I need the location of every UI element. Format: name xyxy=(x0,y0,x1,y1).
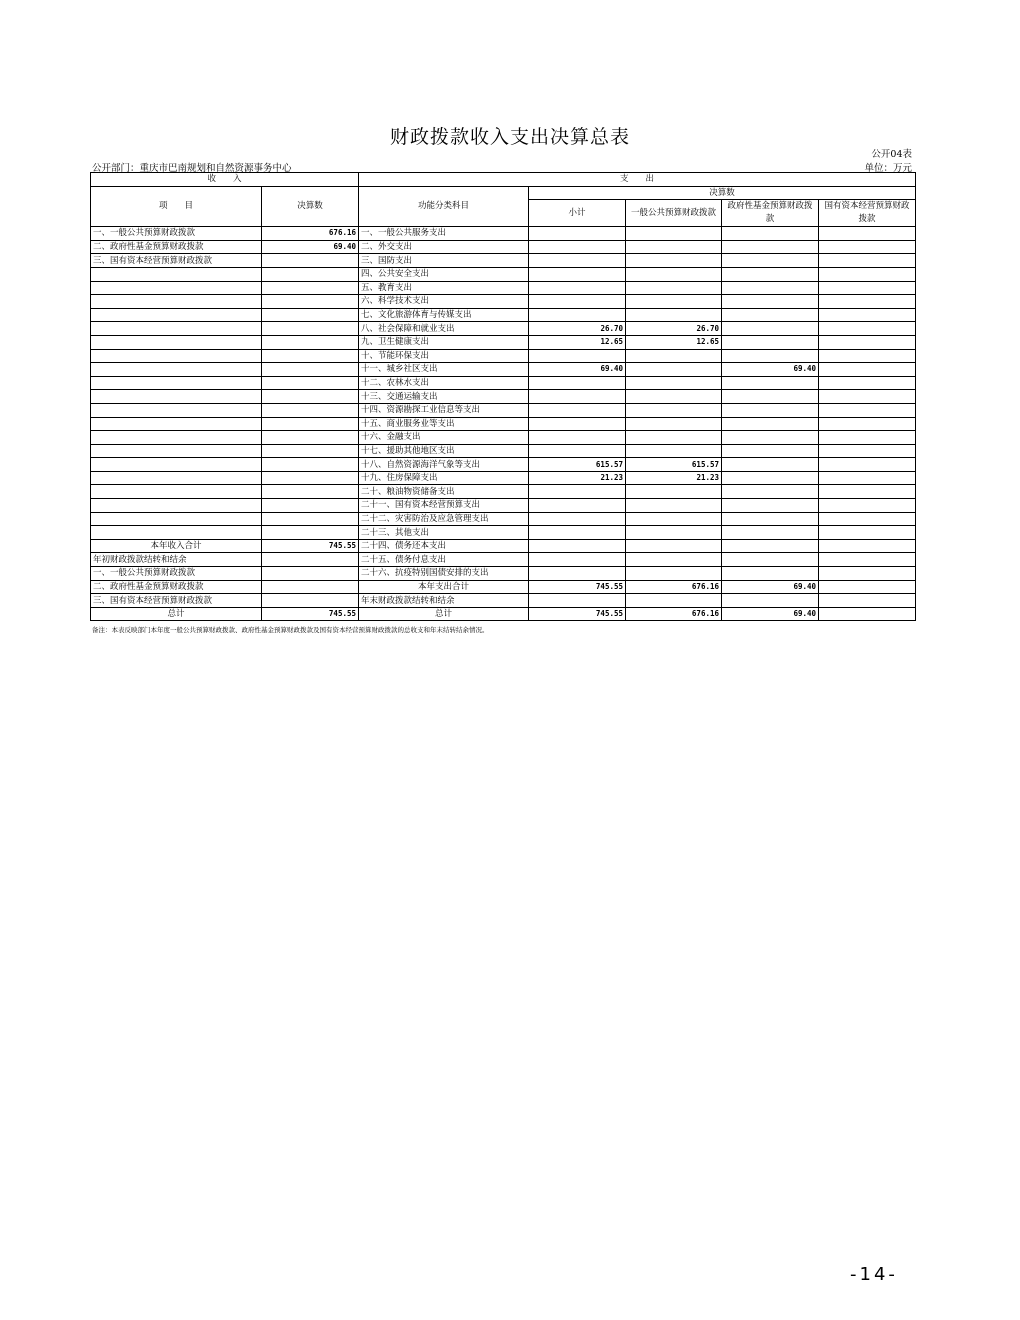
function-category-cell: 六、科学技术支出 xyxy=(359,295,529,309)
general-budget-cell: 615.57 xyxy=(626,458,722,472)
income-amount-cell xyxy=(262,594,359,608)
income-amount-cell: 745.55 xyxy=(262,539,359,553)
general-budget-cell xyxy=(626,267,722,281)
function-category-cell: 二十五、债务付息支出 xyxy=(359,553,529,567)
subtotal-cell xyxy=(529,594,626,608)
function-category-cell: 九、卫生健康支出 xyxy=(359,335,529,349)
state-capital-cell xyxy=(819,567,916,581)
general-budget-cell: 26.70 xyxy=(626,322,722,336)
function-category-cell: 本年支出合计 xyxy=(359,580,529,594)
expense-header: 支 出 xyxy=(359,173,916,187)
function-category-cell: 总计 xyxy=(359,607,529,621)
income-amount-cell xyxy=(262,458,359,472)
income-amount-cell xyxy=(262,431,359,445)
state-capital-header: 国有资本经营预算财政拨款 xyxy=(819,200,916,227)
table-row xyxy=(91,295,916,309)
table-row xyxy=(91,267,916,281)
income-amount-cell xyxy=(262,363,359,377)
subtotal-cell: 745.55 xyxy=(529,580,626,594)
gov-fund-cell: 69.40 xyxy=(722,607,819,621)
unit-label: 单位：万元 xyxy=(864,163,912,174)
gov-fund-header: 政府性基金预算财政拨款 xyxy=(722,200,819,227)
income-item-cell xyxy=(91,390,262,404)
table-row xyxy=(91,458,916,472)
general-budget-cell xyxy=(626,240,722,254)
income-item-cell xyxy=(91,403,262,417)
income-amount-cell xyxy=(262,335,359,349)
general-budget-cell xyxy=(626,308,722,322)
function-category-cell: 二十、粮油物资储备支出 xyxy=(359,485,529,499)
general-budget-cell xyxy=(626,403,722,417)
income-amount-cell: 69.40 xyxy=(262,240,359,254)
gov-fund-cell: 69.40 xyxy=(722,580,819,594)
table-row xyxy=(91,526,916,540)
income-amount-cell xyxy=(262,349,359,363)
table-row xyxy=(91,227,916,241)
table-row xyxy=(91,594,916,608)
income-item-cell xyxy=(91,363,262,377)
income-amount-cell xyxy=(262,267,359,281)
state-capital-cell xyxy=(819,417,916,431)
table-row xyxy=(91,580,916,594)
function-category-cell: 二十一、国有资本经营预算支出 xyxy=(359,499,529,513)
state-capital-cell xyxy=(819,363,916,377)
state-capital-cell xyxy=(819,539,916,553)
table-row xyxy=(91,444,916,458)
function-category-cell: 八、社会保障和就业支出 xyxy=(359,322,529,336)
general-budget-cell xyxy=(626,376,722,390)
state-capital-cell xyxy=(819,444,916,458)
gov-fund-cell: 69.40 xyxy=(722,363,819,377)
state-capital-cell xyxy=(819,607,916,621)
gov-fund-cell xyxy=(722,458,819,472)
subtotal-cell xyxy=(529,349,626,363)
state-capital-cell xyxy=(819,403,916,417)
income-amount-cell xyxy=(262,403,359,417)
income-item-cell xyxy=(91,335,262,349)
income-amount-cell xyxy=(262,390,359,404)
income-item-cell xyxy=(91,267,262,281)
table-row xyxy=(91,471,916,485)
gov-fund-cell xyxy=(722,403,819,417)
subtotal-cell xyxy=(529,295,626,309)
function-category-cell: 十二、农林水支出 xyxy=(359,376,529,390)
function-category-cell: 二十三、其他支出 xyxy=(359,526,529,540)
function-category-cell: 十六、金融支出 xyxy=(359,431,529,445)
general-budget-cell xyxy=(626,254,722,268)
function-category-cell: 三、国防支出 xyxy=(359,254,529,268)
income-item-cell: 本年收入合计 xyxy=(91,539,262,553)
subtotal-cell xyxy=(529,240,626,254)
function-category-header: 功能分类科目 xyxy=(359,186,529,227)
subtotal-cell xyxy=(529,567,626,581)
subtotal-cell xyxy=(529,553,626,567)
subtotal-cell xyxy=(529,539,626,553)
income-amount-cell xyxy=(262,295,359,309)
subtotal-cell xyxy=(529,308,626,322)
state-capital-cell xyxy=(819,390,916,404)
gov-fund-cell xyxy=(722,322,819,336)
gov-fund-cell xyxy=(722,539,819,553)
subtotal-header: 小计 xyxy=(529,200,626,227)
general-budget-cell xyxy=(626,553,722,567)
subtotal-cell xyxy=(529,417,626,431)
gov-fund-cell xyxy=(722,240,819,254)
function-category-cell: 二、外交支出 xyxy=(359,240,529,254)
income-item-cell xyxy=(91,458,262,472)
gov-fund-cell xyxy=(722,431,819,445)
table-row xyxy=(91,485,916,499)
state-capital-cell xyxy=(819,295,916,309)
general-budget-cell xyxy=(626,431,722,445)
gov-fund-cell xyxy=(722,295,819,309)
table-row xyxy=(91,417,916,431)
item-header: 项 目 xyxy=(91,186,262,227)
function-category-cell: 十一、城乡社区支出 xyxy=(359,363,529,377)
income-amount-cell xyxy=(262,526,359,540)
income-amount-cell xyxy=(262,254,359,268)
table-row xyxy=(91,539,916,553)
income-item-cell xyxy=(91,322,262,336)
income-item-cell xyxy=(91,295,262,309)
income-item-cell: 年初财政拨款结转和结余 xyxy=(91,553,262,567)
income-header: 收 入 xyxy=(91,173,359,187)
state-capital-cell xyxy=(819,267,916,281)
gov-fund-cell xyxy=(722,485,819,499)
general-budget-cell xyxy=(626,539,722,553)
income-item-cell xyxy=(91,417,262,431)
general-budget-cell xyxy=(626,444,722,458)
income-item-cell xyxy=(91,499,262,513)
income-amount-cell xyxy=(262,376,359,390)
gov-fund-cell xyxy=(722,335,819,349)
page-title: 财政拨款收入支出决算总表 xyxy=(389,126,630,148)
general-budget-cell xyxy=(626,390,722,404)
subtotal-cell xyxy=(529,403,626,417)
form-number: 公开04表 xyxy=(871,149,912,160)
general-budget-cell xyxy=(626,281,722,295)
income-amount-cell xyxy=(262,444,359,458)
table-row xyxy=(91,254,916,268)
income-amount-cell xyxy=(262,512,359,526)
subtotal-cell xyxy=(529,227,626,241)
function-category-cell: 十八、自然资源海洋气象等支出 xyxy=(359,458,529,472)
gov-fund-cell xyxy=(722,567,819,581)
general-budget-cell xyxy=(626,526,722,540)
income-amount-cell xyxy=(262,281,359,295)
income-item-cell xyxy=(91,376,262,390)
subtotal-cell xyxy=(529,431,626,445)
state-capital-cell xyxy=(819,471,916,485)
income-amount-cell xyxy=(262,471,359,485)
state-capital-cell xyxy=(819,308,916,322)
income-item-cell xyxy=(91,444,262,458)
table-row xyxy=(91,499,916,513)
table-row xyxy=(91,431,916,445)
gov-fund-cell xyxy=(722,526,819,540)
function-category-cell: 十四、资源勘探工业信息等支出 xyxy=(359,403,529,417)
income-amount-cell: 676.16 xyxy=(262,227,359,241)
state-capital-cell xyxy=(819,580,916,594)
function-category-cell: 二十二、灾害防治及应急管理支出 xyxy=(359,512,529,526)
table-row xyxy=(91,240,916,254)
subtotal-cell xyxy=(529,526,626,540)
general-budget-cell: 12.65 xyxy=(626,335,722,349)
table-row xyxy=(91,390,916,404)
subtotal-cell xyxy=(529,390,626,404)
gov-fund-cell xyxy=(722,308,819,322)
gov-fund-cell xyxy=(722,512,819,526)
income-amount-cell xyxy=(262,485,359,499)
income-item-cell xyxy=(91,485,262,499)
state-capital-cell xyxy=(819,485,916,499)
state-capital-cell xyxy=(819,281,916,295)
gov-fund-cell xyxy=(722,254,819,268)
subtotal-cell xyxy=(529,512,626,526)
function-category-cell: 二十四、债务还本支出 xyxy=(359,539,529,553)
income-amount-cell xyxy=(262,417,359,431)
income-item-cell: 二、政府性基金预算财政拨款 xyxy=(91,580,262,594)
general-budget-cell xyxy=(626,227,722,241)
income-item-cell: 三、国有资本经营预算财政拨款 xyxy=(91,254,262,268)
function-category-cell: 十三、交通运输支出 xyxy=(359,390,529,404)
subtotal-cell: 21.23 xyxy=(529,471,626,485)
function-category-cell: 十九、住房保障支出 xyxy=(359,471,529,485)
fiscal-summary-table xyxy=(90,172,916,621)
general-budget-cell: 676.16 xyxy=(626,607,722,621)
gov-fund-cell xyxy=(722,227,819,241)
income-item-cell: 总计 xyxy=(91,607,262,621)
income-item-cell xyxy=(91,308,262,322)
subtotal-cell xyxy=(529,499,626,513)
general-budget-cell xyxy=(626,567,722,581)
income-item-cell xyxy=(91,471,262,485)
general-budget-cell xyxy=(626,349,722,363)
general-budget-cell xyxy=(626,499,722,513)
table-row xyxy=(91,567,916,581)
state-capital-cell xyxy=(819,594,916,608)
gov-fund-cell xyxy=(722,281,819,295)
table-row xyxy=(91,349,916,363)
table-row xyxy=(91,512,916,526)
table-row xyxy=(91,363,916,377)
general-budget-cell: 676.16 xyxy=(626,580,722,594)
state-capital-cell xyxy=(819,553,916,567)
function-category-cell: 年末财政拨款结转和结余 xyxy=(359,594,529,608)
income-item-cell: 一、一般公共预算财政拨款 xyxy=(91,567,262,581)
table-row xyxy=(91,376,916,390)
subtotal-cell xyxy=(529,267,626,281)
page-number: -14- xyxy=(850,1264,898,1285)
amount-header: 决算数 xyxy=(262,186,359,227)
table-row xyxy=(91,553,916,567)
subtotal-cell xyxy=(529,281,626,295)
function-category-cell: 四、公共安全支出 xyxy=(359,267,529,281)
gov-fund-cell xyxy=(722,390,819,404)
function-category-cell: 十七、援助其他地区支出 xyxy=(359,444,529,458)
subtotal-cell: 69.40 xyxy=(529,363,626,377)
state-capital-cell xyxy=(819,240,916,254)
state-capital-cell xyxy=(819,335,916,349)
subtotal-cell: 12.65 xyxy=(529,335,626,349)
subtotal-cell: 615.57 xyxy=(529,458,626,472)
table-row xyxy=(91,308,916,322)
subtotal-cell xyxy=(529,444,626,458)
gov-fund-cell xyxy=(722,553,819,567)
final-amount-header: 决算数 xyxy=(529,186,916,200)
state-capital-cell xyxy=(819,322,916,336)
general-budget-cell xyxy=(626,363,722,377)
gov-fund-cell xyxy=(722,417,819,431)
function-category-cell: 二十六、抗疫特别国债安排的支出 xyxy=(359,567,529,581)
table-row xyxy=(91,322,916,336)
department-label: 公开部门：重庆市巴南规划和自然资源事务中心 xyxy=(92,163,292,174)
general-budget-cell xyxy=(626,295,722,309)
state-capital-cell xyxy=(819,254,916,268)
subtotal-cell xyxy=(529,485,626,499)
income-item-cell xyxy=(91,281,262,295)
general-budget-header: 一般公共预算财政拨款 xyxy=(626,200,722,227)
income-amount-cell xyxy=(262,322,359,336)
state-capital-cell xyxy=(819,349,916,363)
subtotal-cell: 26.70 xyxy=(529,322,626,336)
general-budget-cell xyxy=(626,417,722,431)
function-category-cell: 十五、商业服务业等支出 xyxy=(359,417,529,431)
function-category-cell: 七、文化旅游体育与传媒支出 xyxy=(359,308,529,322)
gov-fund-cell xyxy=(722,499,819,513)
state-capital-cell xyxy=(819,376,916,390)
gov-fund-cell xyxy=(722,471,819,485)
function-category-cell: 一、一般公共服务支出 xyxy=(359,227,529,241)
income-amount-cell xyxy=(262,567,359,581)
income-amount-cell xyxy=(262,499,359,513)
gov-fund-cell xyxy=(722,267,819,281)
income-amount-cell xyxy=(262,553,359,567)
state-capital-cell xyxy=(819,512,916,526)
income-item-cell xyxy=(91,512,262,526)
table-row xyxy=(91,281,916,295)
function-category-cell: 十、节能环保支出 xyxy=(359,349,529,363)
gov-fund-cell xyxy=(722,594,819,608)
gov-fund-cell xyxy=(722,376,819,390)
general-budget-cell xyxy=(626,512,722,526)
state-capital-cell xyxy=(819,431,916,445)
function-category-cell: 五、教育支出 xyxy=(359,281,529,295)
income-item-cell xyxy=(91,526,262,540)
income-item-cell: 二、政府性基金预算财政拨款 xyxy=(91,240,262,254)
general-budget-cell xyxy=(626,594,722,608)
gov-fund-cell xyxy=(722,349,819,363)
table-row xyxy=(91,335,916,349)
income-amount-cell: 745.55 xyxy=(262,607,359,621)
table-row xyxy=(91,607,916,621)
state-capital-cell xyxy=(819,499,916,513)
general-budget-cell: 21.23 xyxy=(626,471,722,485)
income-item-cell xyxy=(91,431,262,445)
state-capital-cell xyxy=(819,458,916,472)
state-capital-cell xyxy=(819,526,916,540)
table-row xyxy=(91,403,916,417)
income-item-cell xyxy=(91,349,262,363)
subtotal-cell xyxy=(529,376,626,390)
general-budget-cell xyxy=(626,485,722,499)
income-amount-cell xyxy=(262,308,359,322)
subtotal-cell: 745.55 xyxy=(529,607,626,621)
gov-fund-cell xyxy=(722,444,819,458)
subtotal-cell xyxy=(529,254,626,268)
income-item-cell: 三、国有资本经营预算财政拨款 xyxy=(91,594,262,608)
income-amount-cell xyxy=(262,580,359,594)
income-item-cell: 一、一般公共预算财政拨款 xyxy=(91,227,262,241)
table-note: 备注：本表反映部门本年度一般公共预算财政拨款、政府性基金预算财政拨款及国有资本经营预算财政拨款的总收支和年末结转结余情况。 xyxy=(92,626,489,634)
state-capital-cell xyxy=(819,227,916,241)
